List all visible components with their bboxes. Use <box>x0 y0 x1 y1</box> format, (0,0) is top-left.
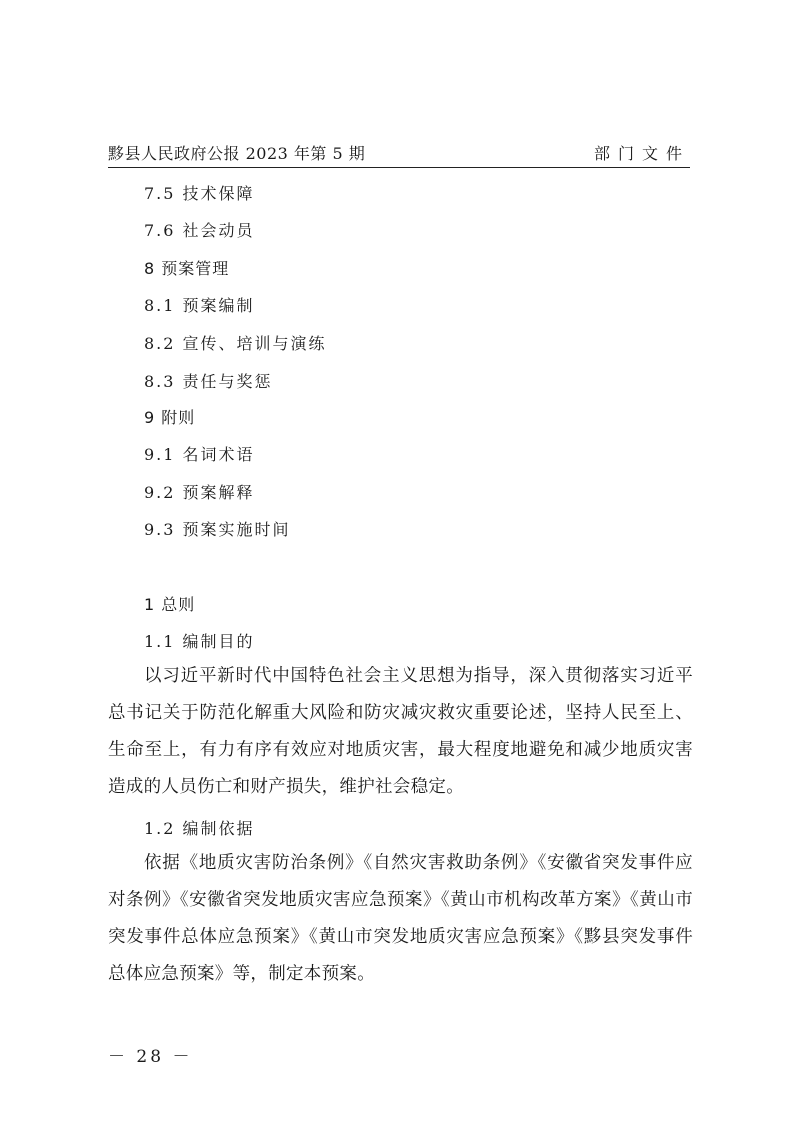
page-header <box>108 141 690 168</box>
paragraph-basis: 依据《地质灾害防治条例》《自然灾害救助条例》《安徽省突发事件应对条例》《安徽省突发地质灾害应急预案》《黄山市机构改革方案》《黄山市突发事件总体应急预案》《黄山市突发地质灾害应急预案》《黟县突发事件总体应急预案》等，制定本预案。 <box>108 853 693 984</box>
toc-item-7-6: 7.6 社会动员 <box>144 221 255 240</box>
toc-item-7-5: 7.5 技术保障 <box>144 184 255 203</box>
toc-item-9-3: 9.3 预案实施时间 <box>144 520 291 539</box>
toc-item-8-3: 8.3 责任与奖惩 <box>144 372 273 391</box>
section-1-2-heading: 1.2 编制依据 <box>144 819 255 838</box>
toc-item-8-1: 8.1 预案编制 <box>144 296 255 315</box>
section-1-1-heading: 1.1 编制目的 <box>144 632 255 651</box>
paragraph-purpose: 以习近平新时代中国特色社会主义思想为指导，深入贯彻落实习近平总书记关于防范化解重大风险和防灾减灾救灾重要论述，坚持人民至上、生命至上，有力有序有效应对地质灾害，最大程度地避免和减少地质灾害造成的人员伤亡和财产损失，维护社会稳定。 <box>108 666 693 797</box>
page-number: － 28 － <box>108 1047 193 1067</box>
toc-item-9-2: 9.2 预案解释 <box>144 483 255 502</box>
toc-item-8-2: 8.2 宣传、培训与演练 <box>144 334 327 353</box>
toc-item-9-1: 9.1 名词术语 <box>144 445 255 464</box>
header-publication-title: 黟县人民政府公报 2023 年第 5 期 <box>108 144 366 163</box>
toc-chapter-9: 9 附则 <box>144 408 196 427</box>
header-section-name: 部门文件 <box>593 144 690 163</box>
chapter-1-heading: 1 总则 <box>144 595 196 614</box>
toc-chapter-8: 8 预案管理 <box>144 259 230 278</box>
